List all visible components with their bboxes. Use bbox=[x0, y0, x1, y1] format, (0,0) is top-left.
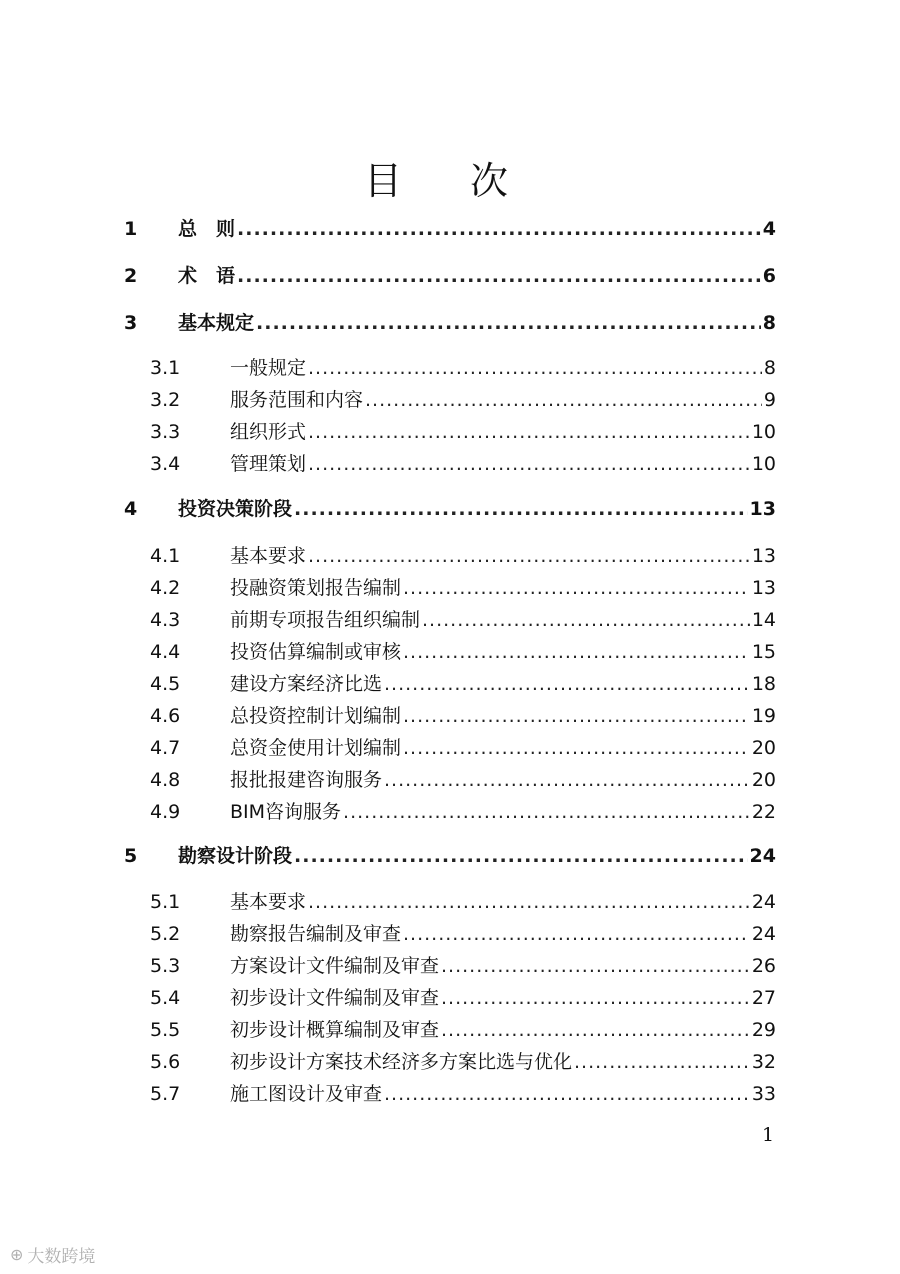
toc-entry-number: 3.4 bbox=[150, 453, 181, 475]
toc-entry-line bbox=[230, 700, 776, 732]
dot-leader bbox=[403, 636, 750, 668]
dot-leader bbox=[384, 764, 750, 796]
toc-entry-title: 投资估算编制或审核 bbox=[230, 641, 402, 663]
toc-entry-title: 报批报建咨询服务 bbox=[230, 769, 383, 791]
dot-leader bbox=[308, 886, 750, 918]
toc-entry-number: 5.5 bbox=[150, 1019, 181, 1041]
watermark bbox=[10, 1242, 95, 1267]
toc-entry-title: 总资金使用计划编制 bbox=[230, 737, 402, 759]
dot-leader bbox=[441, 982, 750, 1014]
toc-entry-title: 前期专项报告组织编制 bbox=[230, 609, 421, 631]
dot-leader bbox=[256, 307, 761, 339]
toc-chapter-entry[interactable] bbox=[0, 307, 900, 339]
toc-section-entry[interactable] bbox=[0, 352, 900, 384]
toc-entry-page: 8 bbox=[762, 312, 776, 334]
toc-entry-page: 15 bbox=[751, 641, 776, 663]
toc-entry-number: 5.4 bbox=[150, 987, 181, 1009]
toc-entry-number: 5.6 bbox=[150, 1051, 181, 1073]
toc-entry-title: 初步设计文件编制及审查 bbox=[230, 987, 440, 1009]
toc-section-entry[interactable] bbox=[0, 764, 900, 796]
toc-entry-page: 24 bbox=[749, 845, 776, 867]
dot-leader bbox=[403, 572, 750, 604]
toc-chapter-entry[interactable] bbox=[0, 260, 900, 292]
toc-entry-page: 8 bbox=[763, 357, 776, 379]
toc-entry-title: 勘察设计阶段 bbox=[178, 845, 293, 867]
toc-entry-number: 4.6 bbox=[150, 705, 181, 727]
toc-entry-page: 13 bbox=[749, 498, 776, 520]
toc-section-entry[interactable] bbox=[0, 384, 900, 416]
toc-chapter-entry[interactable] bbox=[0, 213, 900, 245]
dot-leader bbox=[422, 604, 750, 636]
toc-entry-title: 一般规定 bbox=[230, 357, 307, 379]
toc-entry-line bbox=[230, 918, 776, 950]
dot-leader bbox=[441, 1014, 750, 1046]
toc-entry-line bbox=[230, 540, 776, 572]
toc-chapter-entry[interactable] bbox=[0, 493, 900, 525]
toc-entry-title: 初步设计概算编制及审查 bbox=[230, 1019, 440, 1041]
toc-entry-title: 服务范围和内容 bbox=[230, 389, 364, 411]
toc-entry-number: 2 bbox=[124, 265, 138, 287]
toc-entry-title: 初步设计方案技术经济多方案比选与优化 bbox=[230, 1051, 573, 1073]
dot-leader bbox=[294, 840, 748, 872]
toc-entry-number: 4.1 bbox=[150, 545, 181, 567]
toc-entry-number: 3.1 bbox=[150, 357, 181, 379]
watermark-text: 大数跨境 bbox=[27, 1247, 96, 1267]
dot-leader bbox=[343, 796, 750, 828]
dot-leader bbox=[237, 260, 761, 292]
toc-entry-page: 14 bbox=[751, 609, 776, 631]
toc-entry-number: 4.8 bbox=[150, 769, 181, 791]
toc-entry-line bbox=[230, 448, 776, 480]
toc-entry-page: 6 bbox=[762, 265, 776, 287]
toc-entry-title: 组织形式 bbox=[230, 421, 307, 443]
toc-section-entry[interactable] bbox=[0, 918, 900, 950]
toc-section-entry[interactable] bbox=[0, 668, 900, 700]
toc-entry-number: 3.3 bbox=[150, 421, 181, 443]
dot-leader bbox=[308, 448, 750, 480]
toc-entry-line bbox=[230, 636, 776, 668]
dot-leader bbox=[308, 540, 750, 572]
toc-entry-number: 4.4 bbox=[150, 641, 181, 663]
toc-entry-title: 管理策划 bbox=[230, 453, 307, 475]
toc-entry-page: 29 bbox=[751, 1019, 776, 1041]
toc-section-entry[interactable] bbox=[0, 732, 900, 764]
dot-leader bbox=[384, 668, 750, 700]
toc-entry-page: 24 bbox=[751, 891, 776, 913]
dot-leader bbox=[308, 416, 750, 448]
dot-leader bbox=[384, 1078, 750, 1110]
toc-entry-page: 13 bbox=[751, 577, 776, 599]
toc-entry-page: 24 bbox=[751, 923, 776, 945]
toc-title: 目 次 bbox=[363, 159, 537, 203]
toc-entry-number: 4 bbox=[124, 498, 138, 520]
toc-section-entry[interactable] bbox=[0, 1078, 900, 1110]
dot-leader bbox=[403, 700, 750, 732]
dot-leader bbox=[574, 1046, 750, 1078]
toc-section-entry[interactable] bbox=[0, 886, 900, 918]
toc-section-entry[interactable] bbox=[0, 1014, 900, 1046]
toc-entry-title: BIM咨询服务 bbox=[230, 801, 342, 823]
toc-entry-number: 5 bbox=[124, 845, 138, 867]
toc-entry-line bbox=[230, 764, 776, 796]
toc-entry-number: 4.2 bbox=[150, 577, 181, 599]
toc-entry-line bbox=[230, 982, 776, 1014]
toc-section-entry[interactable] bbox=[0, 604, 900, 636]
toc-entry-page: 26 bbox=[751, 955, 776, 977]
toc-entry-line bbox=[230, 1078, 776, 1110]
toc-entry-page: 20 bbox=[751, 769, 776, 791]
toc-entry-number: 3 bbox=[124, 312, 138, 334]
dot-leader bbox=[441, 950, 750, 982]
toc-entry-page: 9 bbox=[763, 389, 776, 411]
toc-entry-number: 5.2 bbox=[150, 923, 181, 945]
toc-entry-page: 20 bbox=[751, 737, 776, 759]
toc-entry-line bbox=[178, 307, 776, 339]
toc-entry-line bbox=[230, 1046, 776, 1078]
toc-entry-page: 10 bbox=[751, 453, 776, 475]
toc-entry-title: 术 语 bbox=[178, 265, 236, 287]
dot-leader bbox=[294, 493, 748, 525]
toc-entry-line bbox=[230, 886, 776, 918]
toc-entry-title: 基本规定 bbox=[178, 312, 255, 334]
toc-entry-page: 18 bbox=[751, 673, 776, 695]
page-number: 1 bbox=[762, 1124, 775, 1146]
toc-section-entry[interactable] bbox=[0, 950, 900, 982]
toc-entry-page: 10 bbox=[751, 421, 776, 443]
dot-leader bbox=[237, 213, 761, 245]
toc-entry-number: 4.7 bbox=[150, 737, 181, 759]
toc-entry-number: 1 bbox=[124, 218, 138, 240]
toc-entry-line bbox=[230, 416, 776, 448]
toc-entry-number: 4.5 bbox=[150, 673, 181, 695]
toc-section-entry[interactable] bbox=[0, 416, 900, 448]
toc-section-entry[interactable] bbox=[0, 982, 900, 1014]
toc-entry-line bbox=[178, 213, 776, 245]
dot-leader bbox=[403, 732, 750, 764]
toc-entry-title: 建设方案经济比选 bbox=[230, 673, 383, 695]
toc-entry-number: 5.1 bbox=[150, 891, 181, 913]
toc-entry-title: 投资决策阶段 bbox=[178, 498, 293, 520]
toc-entry-line bbox=[230, 384, 776, 416]
toc-entry-page: 22 bbox=[751, 801, 776, 823]
toc-entry-line bbox=[230, 1014, 776, 1046]
toc-section-entry[interactable] bbox=[0, 636, 900, 668]
toc-section-entry[interactable] bbox=[0, 700, 900, 732]
toc-entry-line bbox=[230, 668, 776, 700]
toc-section-entry[interactable] bbox=[0, 796, 900, 828]
dot-leader bbox=[365, 384, 762, 416]
toc-chapter-entry[interactable] bbox=[0, 840, 900, 872]
toc-entry-title: 基本要求 bbox=[230, 545, 307, 567]
toc-entry-number: 3.2 bbox=[150, 389, 181, 411]
toc-entry-title: 勘察报告编制及审查 bbox=[230, 923, 402, 945]
toc-entry-line bbox=[230, 796, 776, 828]
dot-leader bbox=[308, 352, 762, 384]
toc-entry-number: 5.3 bbox=[150, 955, 181, 977]
toc-entry-title: 施工图设计及审查 bbox=[230, 1083, 383, 1105]
toc-entry-title: 方案设计文件编制及审查 bbox=[230, 955, 440, 977]
toc-entry-page: 33 bbox=[751, 1083, 776, 1105]
toc-entry-title: 总投资控制计划编制 bbox=[230, 705, 402, 727]
toc-entry-line bbox=[230, 572, 776, 604]
toc-entry-number: 4.9 bbox=[150, 801, 181, 823]
toc-entry-title: 基本要求 bbox=[230, 891, 307, 913]
watermark-logo-icon: ⊕ bbox=[10, 1245, 24, 1264]
toc-section-entry[interactable] bbox=[0, 540, 900, 572]
toc-section-entry[interactable] bbox=[0, 1046, 900, 1078]
toc-entry-line bbox=[230, 604, 776, 636]
toc-entry-page: 19 bbox=[751, 705, 776, 727]
dot-leader bbox=[403, 918, 750, 950]
toc-entry-line bbox=[178, 840, 776, 872]
toc-section-entry[interactable] bbox=[0, 448, 900, 480]
toc-entry-line bbox=[178, 260, 776, 292]
toc-entry-line bbox=[230, 352, 776, 384]
toc-entry-title: 投融资策划报告编制 bbox=[230, 577, 402, 599]
toc-entry-number: 4.3 bbox=[150, 609, 181, 631]
toc-entry-page: 32 bbox=[751, 1051, 776, 1073]
toc-entry-page: 4 bbox=[762, 218, 776, 240]
toc-entry-page: 27 bbox=[751, 987, 776, 1009]
toc-entry-page: 13 bbox=[751, 545, 776, 567]
toc-section-entry[interactable] bbox=[0, 572, 900, 604]
toc-entry-number: 5.7 bbox=[150, 1083, 181, 1105]
toc-entry-line bbox=[230, 950, 776, 982]
toc-entry-line bbox=[178, 493, 776, 525]
toc-entry-line bbox=[230, 732, 776, 764]
toc-entry-title: 总 则 bbox=[178, 218, 236, 240]
